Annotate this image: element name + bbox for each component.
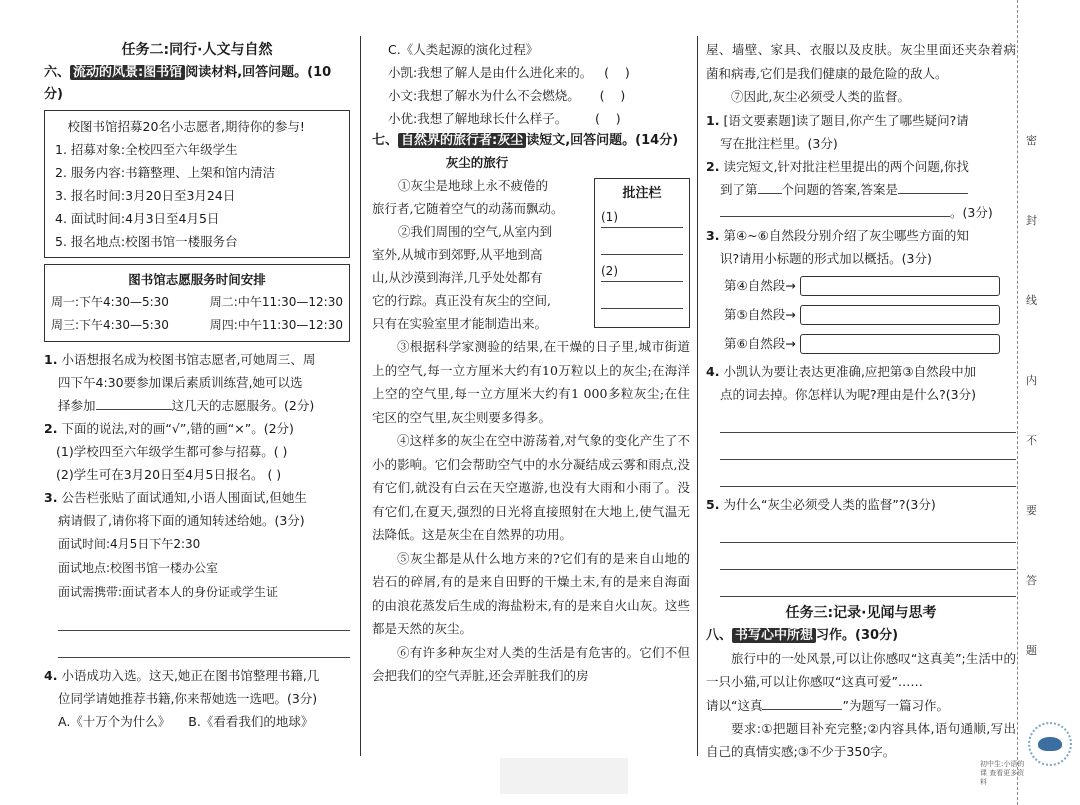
seal-char: 要 xyxy=(1026,504,1037,517)
column-right xyxy=(706,38,1016,764)
notice-line: 4. 面试时间:4月3日至4月5日 xyxy=(55,211,220,226)
answer-line[interactable] xyxy=(720,410,1016,433)
person-row: 小文:我想了解水为什么不会燃烧。 ( ) xyxy=(388,88,626,103)
paragraph-2: 只有在实验室里才能制造出来。 xyxy=(372,316,548,331)
paragraph-2: 山,从沙漠到海洋,几乎处处都有 xyxy=(372,270,543,285)
schedule-mon: 周一:下午4:30—5:30 xyxy=(51,295,169,309)
seal-char: 答 xyxy=(1026,574,1037,587)
paragraph-2: 室外,从城市到郊野,从平地到高 xyxy=(372,247,543,262)
section-7-banner: 自然界的旅行者:灰尘 xyxy=(398,133,526,148)
seal-char: 密 xyxy=(1026,134,1037,147)
question-2: 2. 下面的说法,对的画“√”,错的画“×”。(2分) (1)学校四至六年级学生都可参与招募。( ) (2)学生可在3月20日至4月5日报名。 ( ) xyxy=(44,421,294,482)
paragraph-6-cont: 屋、墙壁、家具、衣服以及皮肤。灰尘里面还夹杂着病菌和病毒,它们是我们健康的最危险的敌人。 xyxy=(706,42,1016,81)
answer-line[interactable] xyxy=(720,464,1016,487)
notice-line: 校图书馆招募20名小志愿者,期待你的参与! xyxy=(67,119,305,134)
essay-title-blank[interactable] xyxy=(762,709,842,710)
notice-line: 2. 服务内容:书籍整理、上架和馆内清洁 xyxy=(55,165,276,180)
schedule-wed: 周三:下午4:30—5:30 xyxy=(51,318,169,332)
seal-line-margin xyxy=(1017,0,1048,805)
answer-blank[interactable] xyxy=(720,216,950,217)
annotation-line[interactable] xyxy=(601,286,683,309)
watermark-text: 初中生:小语的课 查看更多资料 xyxy=(980,760,1025,786)
subtitle-row-5: 第⑤自然段→ xyxy=(724,302,1016,328)
question-r4: 4. 小凯认为要让表达更准确,应把第③自然段中加 点的词去掉。你怎样认为呢?理由是什么?(3分) xyxy=(706,363,977,402)
annotation-line[interactable] xyxy=(601,232,683,255)
option-a: A.《十万个为什么》 xyxy=(58,714,171,729)
paragraph-1: 旅行者,它随着空气的动荡而飘动。 xyxy=(372,201,564,216)
seal-char: 题 xyxy=(1026,644,1037,657)
notice-line: 3. 报名时间:3月20日至3月24日 xyxy=(55,188,236,203)
question-r5: 5. 为什么“灰尘必须受人类的监督”?(3分) xyxy=(706,496,936,512)
seal-char: 内 xyxy=(1026,374,1037,387)
subtitle-input-6[interactable] xyxy=(800,334,1000,354)
person-row: 小凯:我想了解人是由什么进化来的。 ( ) xyxy=(388,65,630,80)
paragraph-2: 它的行踪。真正没有灰尘的空间, xyxy=(372,293,551,308)
paragraph-5: ⑤灰尘都是从什么地方来的?它们有的是来自山地的岩石的碎屑,有的是来自田野的干燥土末,有的是来自海面的由浪花蒸发后生成的海盐粉末,有的是来自火山灰。这些都是天然的灰尘。 xyxy=(372,550,690,636)
paragraph-6: ⑥有许多种灰尘对人类的生活是有危害的。它们不但会把我们的空气弄脏,还会弄脏我们的房 xyxy=(372,644,690,683)
answer-line[interactable] xyxy=(58,635,350,658)
paragraph-2: ②我们周围的空气,从室内到 xyxy=(398,224,552,239)
seal-char: 不 xyxy=(1026,434,1037,447)
section-7-title: 七、 自然界的旅行者:灰尘 读短文,回答问题。(14分) xyxy=(372,133,679,148)
answer-blank[interactable] xyxy=(758,193,782,194)
watermark-logo-icon xyxy=(1028,722,1072,766)
subtitle-row-4: 第④自然段→ xyxy=(724,273,1016,299)
option-b: B.《看看我们的地球》 xyxy=(188,714,314,729)
question-r3: 3. 第④~⑥自然段分别介绍了灰尘哪些方面的知 识?请用小标题的形式加以概括。(3分) xyxy=(706,227,969,266)
question-4: 4. 小语成功入选。这天,她正在图书馆整理书籍,几 位同学请她推荐书籍,你来帮她选一选吧。(3分) A.《十万个为什么》 B.《看看我们的地球》 xyxy=(44,668,320,729)
column-divider xyxy=(697,36,698,756)
task2-heading: 任务二:同行·人文与自然 xyxy=(121,42,273,58)
answer-blank[interactable] xyxy=(898,193,968,194)
answer-blank[interactable] xyxy=(96,409,172,410)
essay-requirements: 要求:①把题目补充完整;②内容具体,语句通顺,写出自己的真情实感;③不少于350字。 xyxy=(706,720,1016,759)
task3-heading: 任务三:记录·见闻与思考 xyxy=(785,604,937,621)
seal-char: 封 xyxy=(1026,214,1037,227)
section-8-banner: 书写心中所想 xyxy=(732,628,816,643)
notice-line: 5. 报名地点:校图书馆一楼服务台 xyxy=(55,234,238,249)
schedule-box xyxy=(44,264,350,342)
essay-prompt: 旅行中的一处风景,可以让你感叹“这真美”;生活中的一只小猫,可以让你感叹“这真可爱”…… xyxy=(706,650,1016,689)
recruit-notice xyxy=(44,110,350,258)
subtitle-input-5[interactable] xyxy=(800,305,1000,325)
paragraph-7: ⑦因此,灰尘必须受人类的监督。 xyxy=(731,89,910,104)
seal-char: 线 xyxy=(1026,294,1037,307)
question-r2: 2. 读完短文,针对批注栏里提出的两个问题,你找 到了第 个问题的答案,答案是 。(3分) xyxy=(706,158,993,220)
section-8-title: 八、 书写心中所想 习作。(30分) xyxy=(706,627,899,643)
answer-line[interactable] xyxy=(720,547,1016,570)
schedule-title: 图书馆志愿服务时间安排 xyxy=(128,272,266,287)
subtitle-input-4[interactable] xyxy=(800,276,1000,296)
essay-title-line: 请以“这真 ”为题写一篇习作。 xyxy=(706,697,949,713)
answer-line[interactable] xyxy=(58,608,350,631)
footer-patch xyxy=(500,758,628,794)
paragraph-1: ①灰尘是地球上永不疲倦的 xyxy=(398,178,549,193)
subtitle-row-6: 第⑥自然段→ xyxy=(724,331,1016,357)
schedule-thu: 周四:中午11:30—12:30 xyxy=(209,318,343,332)
person-row: 小优:我想了解地球长什么样子。 ( ) xyxy=(388,111,621,126)
question-1: 1. 小语想报名成为校图书馆志愿者,可她周三、周 四下午4:30要参加课后素质训练营,她可以选 择参加 这几天的志愿服务。(2分) xyxy=(44,352,316,413)
paragraph-3: ③根据科学家测验的结果,在干燥的日子里,城市街道上的空气,每一立方厘米大约有10万粒以上的灰尘;在海洋上空的空气里,每一立方厘米大约有1 000多粒灰尘;在住宅区的空气里,灰尘则要多得多。 xyxy=(372,339,690,425)
section-6-banner: 流动的风景:图书馆 xyxy=(70,65,185,80)
paragraph-4: ④这样多的灰尘在空中游荡着,对气象的变化产生了不小的影响。它们会帮助空气中的水分凝结成云雾和雨点,没有它们,就没有白云在天空遨游,也没有大雨和小雨了。没有它们,在夏天,强烈的日光将直接照射在大地上,使气温无法降低。这是灰尘在自然界的功用。 xyxy=(372,433,690,542)
question-r1: 1. [语文要素题]读了题目,你产生了哪些疑问?请 写在批注栏里。(3分) xyxy=(706,112,969,151)
annotation-line-2[interactable]: (2) xyxy=(601,259,683,282)
answer-line[interactable] xyxy=(720,520,1016,543)
question-3: 3. 公告栏张贴了面试通知,小语人围面试,但她生 病请假了,请你将下面的通知转述给她。(3分) 面试时间:4月5日下午2:30 面试地点:校图书馆一楼办公室 面试需携带:面试者本人的身份证或学生证 xyxy=(44,486,350,658)
annotation-box xyxy=(594,178,690,328)
column-divider xyxy=(360,36,361,756)
annotation-line-1[interactable]: (1) xyxy=(601,205,683,228)
answer-line[interactable] xyxy=(720,574,1016,597)
section-6-title: 六、 流动的风景:图书馆 阅读材料,回答问题。(10分) xyxy=(44,65,332,102)
annotation-title: 批注栏 xyxy=(622,186,662,201)
option-c: C.《人类起源的演化过程》 xyxy=(388,42,539,57)
answer-line[interactable] xyxy=(720,437,1016,460)
column-left xyxy=(44,38,350,733)
schedule-tue: 周二:中午11:30—12:30 xyxy=(209,295,343,309)
notice-line: 1. 招募对象:全校四至六年级学生 xyxy=(55,142,238,157)
column-middle xyxy=(372,38,690,688)
story-title: 灰尘的旅行 xyxy=(445,155,509,170)
